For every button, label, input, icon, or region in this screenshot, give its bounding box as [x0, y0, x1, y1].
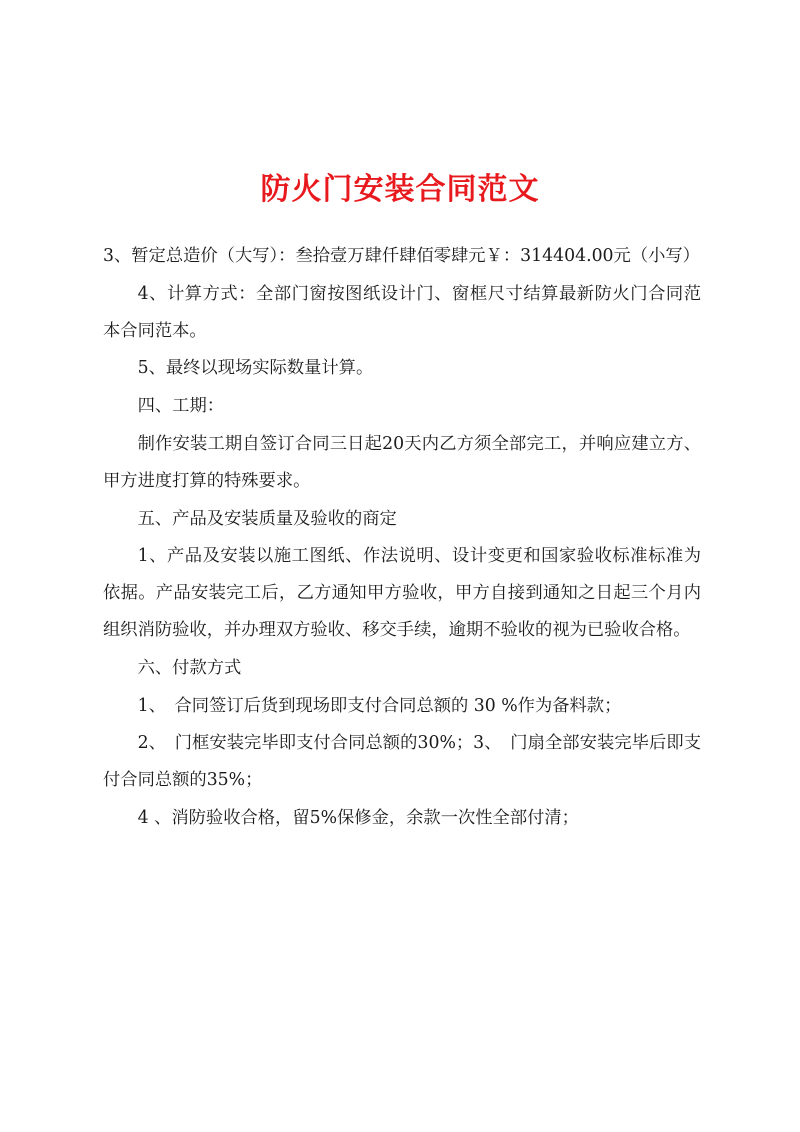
paragraph-final-quantity: 5、最终以现场实际数量计算。 [137, 358, 374, 379]
paragraph-payment-4: 4 、消防验收合格，留5%保修金，余款一次性全部付清； [137, 807, 579, 828]
paragraph-quality-acceptance: 1、产品及安装以施工图纸、作法说明、设计变更和国家验收标准标准为依据。产品安装完工后，乙方通知甲方验收，甲方自接到通知之日起三个月内组织消防验收，并办理双方验收、移交手续，逾期不验收的视为已验收合格。 [103, 546, 701, 640]
section-heading-quality: 五、产品及安装质量及验收的商定 [137, 508, 397, 529]
paragraph-calculation-method: 4、计算方式：全部门窗按图纸设计门、窗框尺寸结算最新防火门合同范本合同范本。 [103, 283, 701, 341]
section-heading-payment: 六、付款方式 [137, 657, 242, 678]
paragraph-schedule: 制作安装工期自签订合同三日起20天内乙方须全部完工，并响应建立方、甲方进度打算的特殊要求。 [103, 433, 701, 491]
paragraph-payment-2-3: 2、 门框安装完毕即支付合同总额的30%；3、 门扇全部安装完毕后即支付合同总额的35%； [103, 733, 701, 791]
document-title: 防火门安装合同范文 [260, 172, 540, 207]
section-heading-schedule: 四、工期： [137, 396, 225, 417]
paragraph-payment-1: 1、 合同签订后货到现场即支付合同总额的 30 %作为备料款； [137, 695, 622, 716]
paragraph-total-price: 3、暂定总造价（大写）：叁拾壹万肆仟肆佰零肆元￥：314404.00元（小写） [103, 246, 700, 266]
document-body [103, 238, 701, 838]
